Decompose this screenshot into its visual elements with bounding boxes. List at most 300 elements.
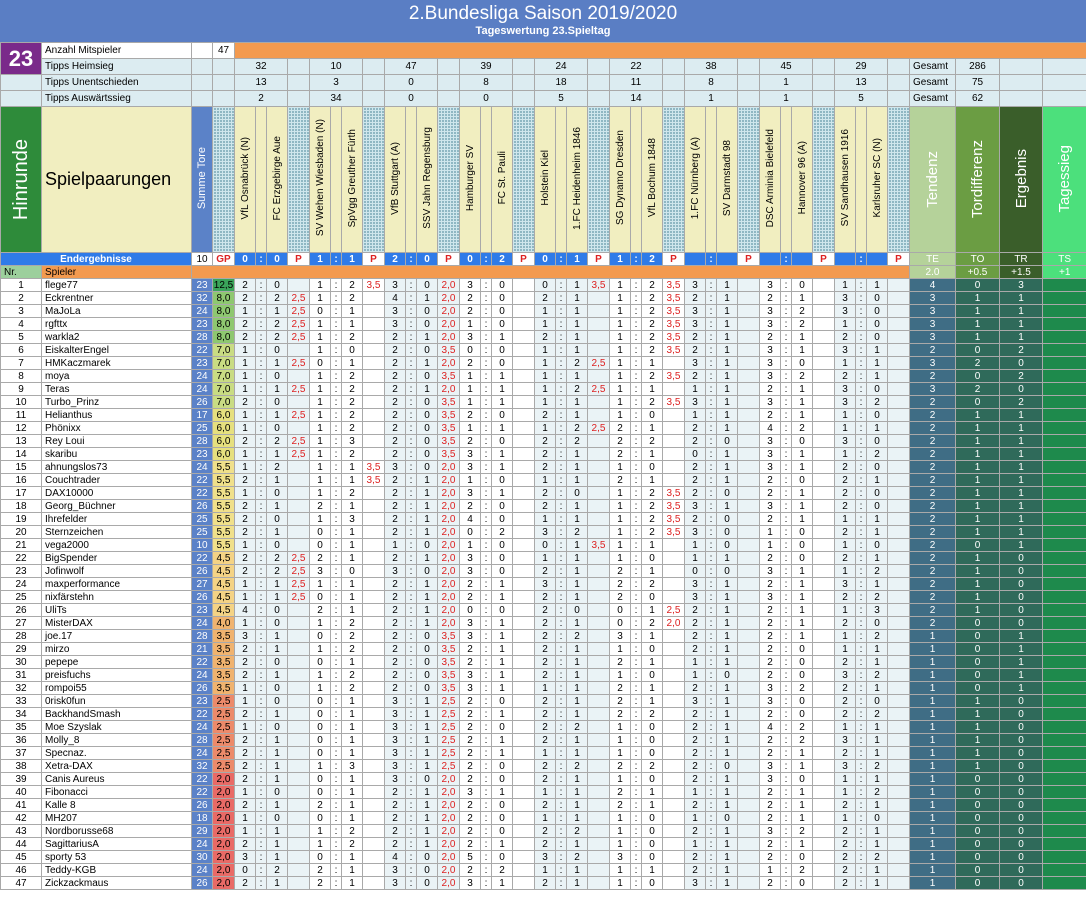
tip-points	[288, 474, 310, 487]
player-name[interactable]: Xetra-DAX	[42, 760, 192, 773]
tip-away: 1	[567, 578, 588, 591]
player-name[interactable]: EiskalterEngel	[42, 344, 192, 357]
tip-points	[288, 760, 310, 773]
cell	[813, 107, 835, 253]
player-ts	[1043, 422, 1086, 435]
tip-points	[513, 370, 535, 383]
tip-away: 0	[492, 344, 513, 357]
tip-points	[513, 552, 535, 565]
player-name[interactable]: Molly_8	[42, 734, 192, 747]
player-name[interactable]: Specnaz.	[42, 747, 192, 760]
tip-home: 2	[835, 591, 856, 604]
player-name[interactable]: Kalle 8	[42, 799, 192, 812]
tip-points: 2,0	[438, 565, 460, 578]
tip-home: 2	[460, 734, 481, 747]
tip-away: 1	[792, 396, 813, 409]
tip-points	[813, 500, 835, 513]
tip-points	[888, 513, 910, 526]
tip-colon: :	[706, 461, 717, 474]
tip-home: 1	[535, 344, 556, 357]
player-name[interactable]: Couchtrader	[42, 474, 192, 487]
player-ts	[1043, 383, 1086, 396]
player-nr: 22	[1, 552, 42, 565]
to-label: TO	[956, 253, 1000, 266]
tip-away: 1	[342, 877, 363, 890]
tip-away: 1	[717, 643, 738, 656]
player-nr: 47	[1, 877, 42, 890]
player-name[interactable]: Eckrentner	[42, 292, 192, 305]
player-ts	[1043, 786, 1086, 799]
tip-points	[888, 396, 910, 409]
tip-points	[738, 669, 760, 682]
tip-colon: :	[781, 851, 792, 864]
player-name[interactable]: SagittariusA	[42, 838, 192, 851]
player-name[interactable]: mirzo	[42, 643, 192, 656]
player-name[interactable]: MH207	[42, 812, 192, 825]
player-name[interactable]: Jofinwolf	[42, 565, 192, 578]
player-gp: 7,0	[213, 344, 235, 357]
cell	[738, 107, 760, 253]
tip-home: 2	[310, 877, 331, 890]
tip-colon: :	[631, 539, 642, 552]
tip-points: 2,0	[438, 851, 460, 864]
tip-points	[888, 877, 910, 890]
cell	[856, 107, 867, 253]
tip-home: 3	[385, 318, 406, 331]
tip-home: 1	[835, 409, 856, 422]
tip-home: 1	[310, 825, 331, 838]
tip-colon: :	[481, 396, 492, 409]
player-name[interactable]: flege77	[42, 279, 192, 292]
tip-points	[813, 669, 835, 682]
tip-away: 1	[417, 500, 438, 513]
tip-colon: :	[781, 305, 792, 318]
tip-home: 2	[460, 591, 481, 604]
tip-away: 1	[792, 630, 813, 643]
tip-points	[363, 838, 385, 851]
cell	[513, 107, 535, 253]
table-row	[1, 838, 1086, 851]
player-name[interactable]: maxperformance	[42, 578, 192, 591]
player-to: 0	[956, 851, 1000, 864]
tip-away: 0	[492, 604, 513, 617]
tip-colon: :	[256, 474, 267, 487]
player-ts	[1043, 409, 1086, 422]
player-name[interactable]: rgfttx	[42, 318, 192, 331]
tip-points	[813, 279, 835, 292]
home-team-header	[760, 107, 781, 253]
tip-home: 1	[685, 656, 706, 669]
player-name[interactable]: moya	[42, 370, 192, 383]
tip-home: 2	[835, 487, 856, 500]
tip-colon: :	[781, 838, 792, 851]
tip-points	[738, 630, 760, 643]
player-ts	[1043, 877, 1086, 890]
tip-home: 1	[685, 669, 706, 682]
table-row	[1, 331, 1086, 344]
player-sum: 26	[192, 396, 213, 409]
tip-away: 1	[567, 279, 588, 292]
tip-points	[888, 331, 910, 344]
tip-points	[588, 721, 610, 734]
player-to: 0	[956, 630, 1000, 643]
table-row	[1, 747, 1086, 760]
tr-value: +1.5	[1000, 266, 1043, 279]
tip-away: 0	[717, 812, 738, 825]
tip-points: 3,5	[663, 526, 685, 539]
tip-points	[363, 344, 385, 357]
player-sum: 32	[192, 760, 213, 773]
tip-points	[813, 409, 835, 422]
tip-away: 1	[642, 565, 663, 578]
player-ts	[1043, 461, 1086, 474]
tip-points	[813, 578, 835, 591]
matchday-number: 23	[1, 43, 42, 75]
tip-points: 3,5	[363, 461, 385, 474]
tip-count: 1	[760, 75, 813, 91]
tip-points	[663, 721, 685, 734]
tip-away: 0	[717, 526, 738, 539]
tip-colon: :	[406, 695, 417, 708]
player-te: 2	[910, 539, 956, 552]
tip-points	[363, 370, 385, 383]
result-colon: :	[556, 253, 567, 266]
player-name[interactable]: Teddy-KGB	[42, 864, 192, 877]
player-gp: 6,0	[213, 422, 235, 435]
tip-colon: :	[256, 552, 267, 565]
tr-label: TR	[1000, 253, 1043, 266]
tip-away: 1	[867, 877, 888, 890]
player-tr: 1	[1000, 318, 1043, 331]
tip-points	[738, 461, 760, 474]
tip-colon: :	[481, 383, 492, 396]
player-nr: 12	[1, 422, 42, 435]
player-name[interactable]: nixfärstehn	[42, 591, 192, 604]
tip-points	[363, 331, 385, 344]
tip-home: 0	[685, 448, 706, 461]
tip-points	[363, 409, 385, 422]
tip-away: 1	[267, 383, 288, 396]
player-name[interactable]: Zickzackmaus	[42, 877, 192, 890]
tip-home: 1	[835, 773, 856, 786]
player-gp: 2,0	[213, 812, 235, 825]
player-te: 1	[910, 864, 956, 877]
tip-colon: :	[256, 747, 267, 760]
player-name[interactable]: HMKaczmarek	[42, 357, 192, 370]
tip-colon: :	[631, 656, 642, 669]
tip-home: 2	[385, 500, 406, 513]
tip-colon: :	[406, 409, 417, 422]
tip-colon: :	[406, 812, 417, 825]
tip-colon: :	[331, 786, 342, 799]
player-name[interactable]: MaJoLa	[42, 305, 192, 318]
tip-home: 3	[835, 383, 856, 396]
player-sum: 26	[192, 500, 213, 513]
player-name[interactable]: vega2000	[42, 539, 192, 552]
tip-away: 1	[567, 552, 588, 565]
tip-away: 1	[342, 318, 363, 331]
tip-home: 2	[610, 578, 631, 591]
tip-points	[363, 721, 385, 734]
tip-home: 1	[535, 864, 556, 877]
tip-points	[738, 370, 760, 383]
tip-home: 1	[235, 812, 256, 825]
tip-home: 1	[610, 344, 631, 357]
tip-away: 1	[717, 851, 738, 864]
tip-home: 2	[535, 760, 556, 773]
tip-points	[738, 305, 760, 318]
tip-home: 1	[235, 786, 256, 799]
tip-colon: :	[781, 708, 792, 721]
tip-away: 1	[792, 513, 813, 526]
tip-points	[363, 565, 385, 578]
tip-away: 1	[492, 331, 513, 344]
tip-away: 1	[567, 409, 588, 422]
player-name[interactable]: UliTs	[42, 604, 192, 617]
player-name[interactable]: BigSpender	[42, 552, 192, 565]
tip-points: 3,5	[438, 344, 460, 357]
tip-colon: :	[481, 825, 492, 838]
tip-home: 1	[310, 617, 331, 630]
player-sum: 26	[192, 799, 213, 812]
tip-points	[888, 357, 910, 370]
player-ts	[1043, 721, 1086, 734]
player-name[interactable]: Phönixx	[42, 422, 192, 435]
tip-colon: :	[256, 526, 267, 539]
tip-home: 1	[310, 409, 331, 422]
player-name[interactable]: Canis Aureus	[42, 773, 192, 786]
player-name[interactable]: rompoi55	[42, 682, 192, 695]
tip-points	[738, 526, 760, 539]
player-name[interactable]: Georg_Büchner	[42, 500, 192, 513]
tip-away: 0	[267, 370, 288, 383]
tip-points: 3,5	[663, 331, 685, 344]
tip-points	[288, 734, 310, 747]
tip-home: 3	[460, 617, 481, 630]
player-name[interactable]: Helianthus	[42, 409, 192, 422]
tip-away: 0	[792, 773, 813, 786]
tip-away: 1	[417, 747, 438, 760]
tip-colon: :	[856, 812, 867, 825]
tip-away: 0	[867, 487, 888, 500]
player-ts	[1043, 292, 1086, 305]
tip-colon: :	[631, 578, 642, 591]
tip-points	[738, 318, 760, 331]
cell	[1043, 91, 1086, 107]
home-team-header	[235, 107, 256, 253]
tip-points	[288, 799, 310, 812]
tip-colon: :	[781, 500, 792, 513]
tip-colon: :	[481, 747, 492, 760]
player-te: 1	[910, 630, 956, 643]
tip-points	[363, 799, 385, 812]
player-nr: 19	[1, 513, 42, 526]
tip-colon: :	[481, 721, 492, 734]
tip-home: 2	[685, 708, 706, 721]
tip-colon: :	[856, 656, 867, 669]
player-sum: 23	[192, 448, 213, 461]
tip-points	[588, 552, 610, 565]
tip-home: 2	[235, 279, 256, 292]
tip-colon: :	[256, 591, 267, 604]
player-tr: 1	[1000, 409, 1043, 422]
player-name[interactable]: sporty 53	[42, 851, 192, 864]
tip-home: 2	[685, 721, 706, 734]
tip-colon: :	[631, 344, 642, 357]
tip-points	[363, 578, 385, 591]
player-gp: 4,5	[213, 565, 235, 578]
tip-points	[363, 448, 385, 461]
tip-colon: :	[256, 617, 267, 630]
away-team-header	[492, 107, 513, 253]
tip-away: 0	[492, 695, 513, 708]
tip-points	[288, 786, 310, 799]
tip-points: 2,5	[288, 292, 310, 305]
player-name[interactable]: Rey Loui	[42, 435, 192, 448]
tip-points	[888, 721, 910, 734]
player-gp: 4,0	[213, 617, 235, 630]
tip-away: 1	[267, 448, 288, 461]
player-te: 1	[910, 721, 956, 734]
tip-away: 2	[342, 487, 363, 500]
tip-count: 29	[835, 59, 888, 75]
tip-points	[663, 708, 685, 721]
tip-home: 2	[385, 448, 406, 461]
tip-away: 0	[417, 864, 438, 877]
tip-points	[513, 344, 535, 357]
tip-away: 1	[717, 617, 738, 630]
tip-colon: :	[331, 565, 342, 578]
player-tr: 1	[1000, 669, 1043, 682]
result-colon: :	[706, 253, 717, 266]
player-sum: 22	[192, 773, 213, 786]
tip-points: 2,0	[438, 591, 460, 604]
player-te: 1	[910, 682, 956, 695]
tip-home: 1	[235, 578, 256, 591]
tip-away: 1	[642, 799, 663, 812]
tip-home: 2	[610, 591, 631, 604]
player-name[interactable]: BackhandSmash	[42, 708, 192, 721]
tip-points	[663, 461, 685, 474]
tip-points	[288, 604, 310, 617]
player-name[interactable]: preisfuchs	[42, 669, 192, 682]
player-name[interactable]: Sternzeichen	[42, 526, 192, 539]
tip-home: 0	[310, 708, 331, 721]
tip-count: 5	[535, 91, 588, 107]
player-tr: 0	[1000, 578, 1043, 591]
tip-points: 3,5	[663, 292, 685, 305]
tip-away: 2	[792, 370, 813, 383]
tip-colon: :	[406, 877, 417, 890]
tip-away: 0	[492, 773, 513, 786]
player-to: 1	[956, 513, 1000, 526]
tip-away: 2	[342, 396, 363, 409]
result-colon: :	[331, 253, 342, 266]
tip-away: 1	[267, 760, 288, 773]
tip-colon: :	[781, 877, 792, 890]
player-name[interactable]: Moe Szyslak	[42, 721, 192, 734]
player-name[interactable]: MisterDAX	[42, 617, 192, 630]
player-tr: 0	[1000, 864, 1043, 877]
tip-points	[588, 500, 610, 513]
tip-colon: :	[706, 552, 717, 565]
cell	[813, 59, 835, 75]
tip-colon: :	[256, 864, 267, 877]
tip-colon: :	[706, 812, 717, 825]
tip-points: 3,5	[438, 643, 460, 656]
result-home	[760, 253, 781, 266]
tip-points: 3,5	[588, 539, 610, 552]
tip-away: 1	[567, 669, 588, 682]
player-name[interactable]: 0risk0fun	[42, 695, 192, 708]
tip-points	[288, 539, 310, 552]
tip-colon: :	[331, 409, 342, 422]
player-nr: 10	[1, 396, 42, 409]
tip-colon: :	[331, 344, 342, 357]
tip-colon: :	[706, 344, 717, 357]
tip-away: 1	[417, 357, 438, 370]
tip-home: 3	[460, 279, 481, 292]
tip-points	[738, 279, 760, 292]
cell	[1000, 59, 1043, 75]
tip-away: 2	[267, 565, 288, 578]
tip-colon: :	[256, 669, 267, 682]
tip-away: 1	[792, 344, 813, 357]
away-team: SV Darmstadt 98	[721, 139, 733, 217]
player-gp: 5,5	[213, 513, 235, 526]
tip-home: 2	[385, 656, 406, 669]
tip-colon: :	[706, 643, 717, 656]
tip-home: 2	[385, 812, 406, 825]
player-name[interactable]: Turbo_Prinz	[42, 396, 192, 409]
player-name[interactable]: ahnungslos73	[42, 461, 192, 474]
player-name[interactable]: skaribu	[42, 448, 192, 461]
player-name[interactable]: warkla2	[42, 331, 192, 344]
player-name[interactable]: DAX10000	[42, 487, 192, 500]
tip-home: 2	[235, 318, 256, 331]
player-name[interactable]: Ihrefelder	[42, 513, 192, 526]
tip-points	[363, 305, 385, 318]
tip-colon: :	[856, 305, 867, 318]
tip-away: 2	[867, 448, 888, 461]
tip-colon: :	[781, 864, 792, 877]
player-name[interactable]: Teras	[42, 383, 192, 396]
tip-points	[813, 864, 835, 877]
tip-points	[888, 370, 910, 383]
tip-away: 2	[792, 422, 813, 435]
tip-count: 47	[385, 59, 438, 75]
away-team-header	[567, 107, 588, 253]
tip-points	[288, 526, 310, 539]
tip-away: 0	[717, 669, 738, 682]
player-name[interactable]: pepepe	[42, 656, 192, 669]
tip-home: 2	[535, 799, 556, 812]
player-name[interactable]: Fibonacci	[42, 786, 192, 799]
tip-away: 0	[717, 539, 738, 552]
tip-away: 1	[267, 799, 288, 812]
player-sum: 25	[192, 526, 213, 539]
tip-home: 1	[310, 474, 331, 487]
tip-points	[363, 747, 385, 760]
tip-away: 1	[417, 591, 438, 604]
player-name[interactable]: joe.17	[42, 630, 192, 643]
tip-home: 2	[235, 565, 256, 578]
tip-colon: :	[331, 292, 342, 305]
tip-away: 1	[717, 305, 738, 318]
player-name[interactable]: Nordborusse68	[42, 825, 192, 838]
tip-home: 2	[385, 604, 406, 617]
tip-home: 1	[310, 344, 331, 357]
